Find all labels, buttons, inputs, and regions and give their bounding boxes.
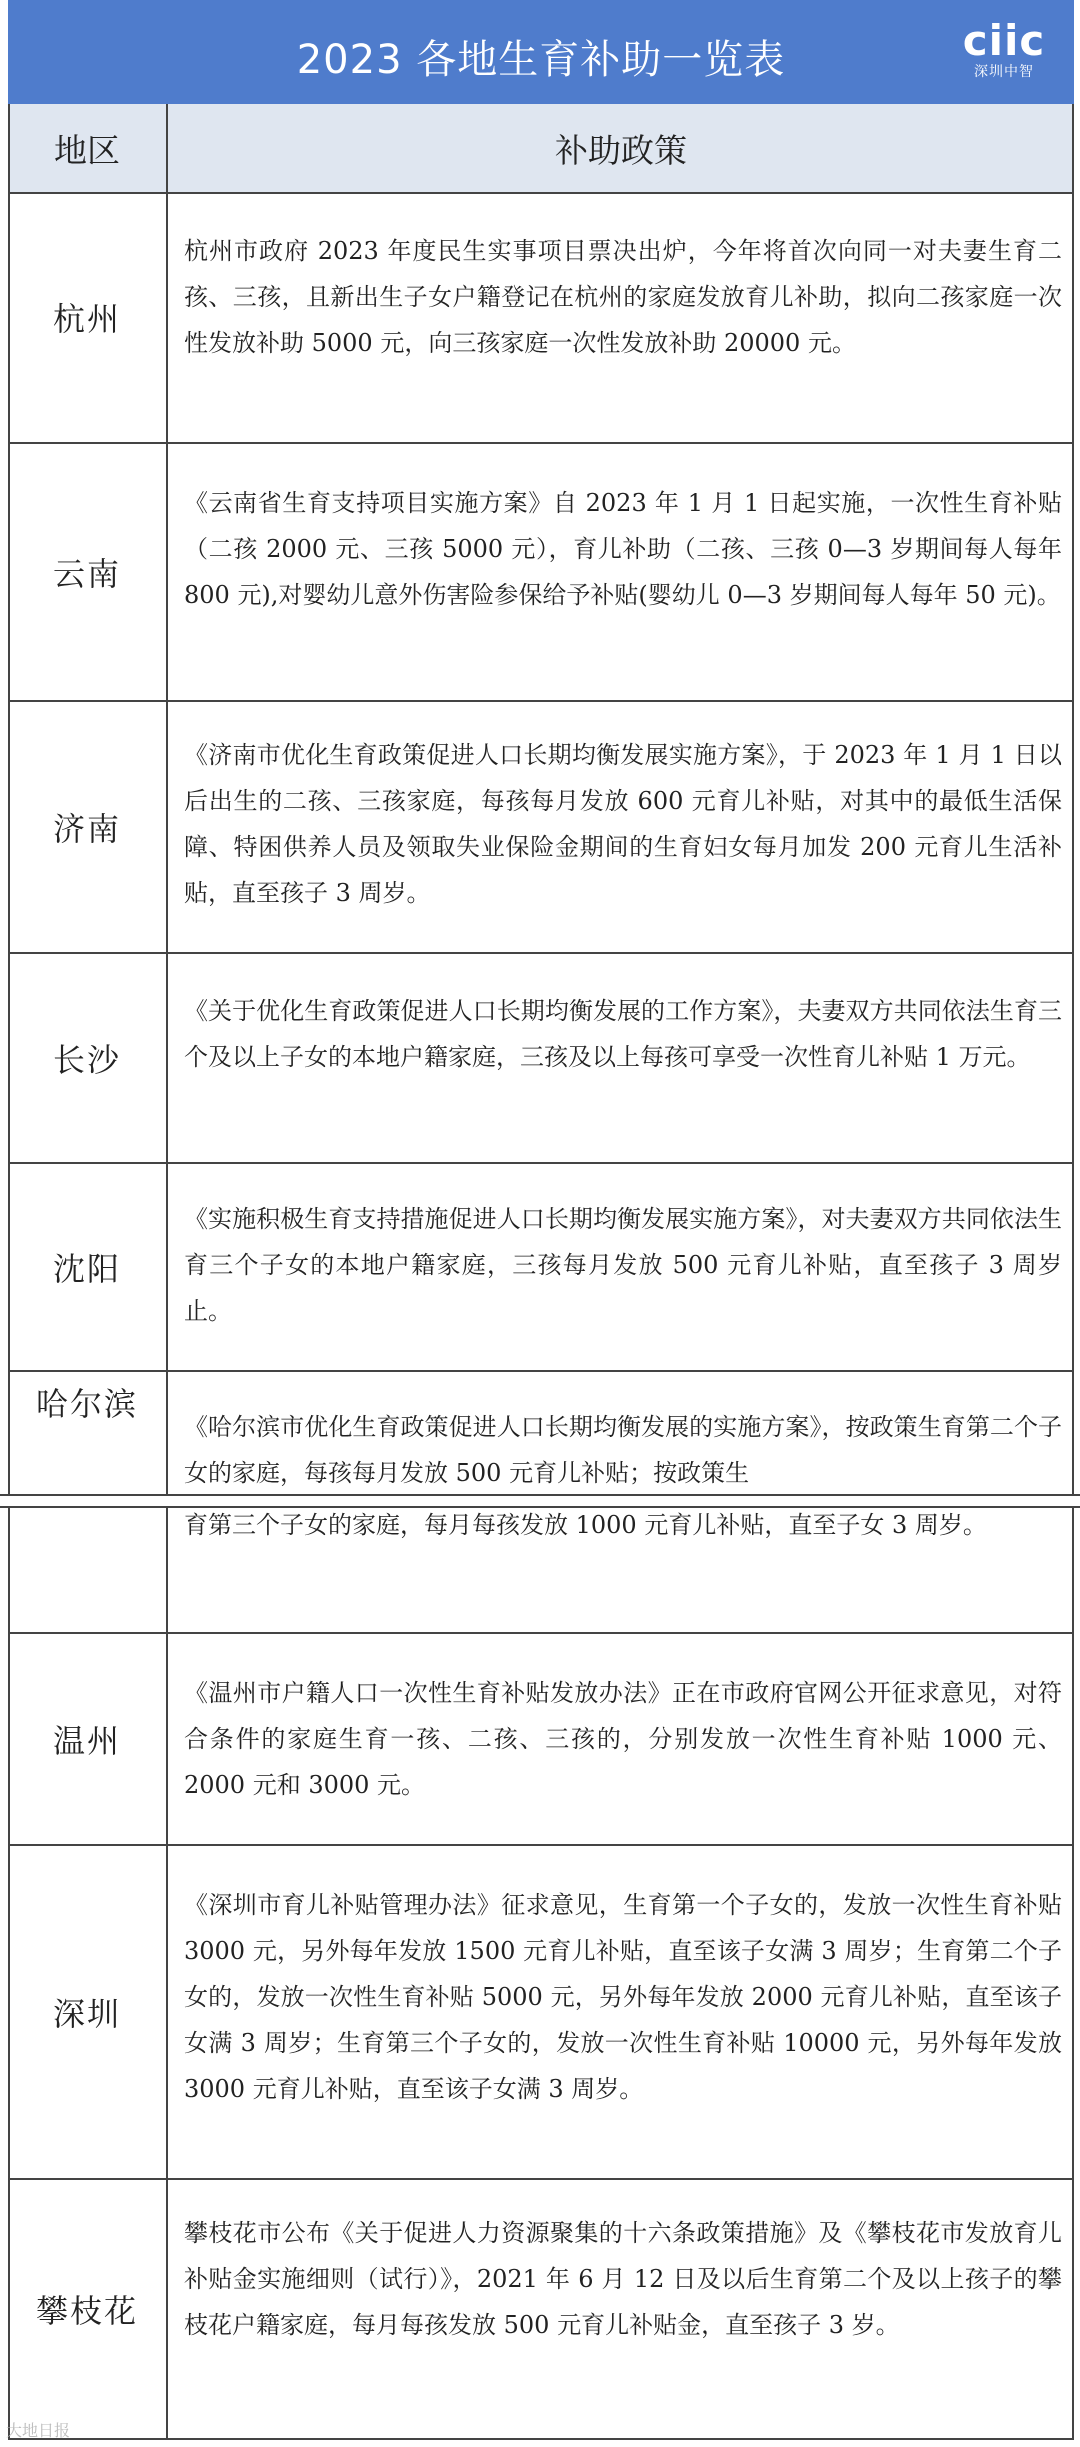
policy-cell: 《关于优化生育政策促进人口长期均衡发展的工作方案》，夫妻双方共同依法生育三个及以上子女的本地户籍家庭，三孩及以上每孩可享受一次性育儿补贴 1 万元。 bbox=[184, 997, 1062, 1071]
region-cell: 杭州 bbox=[52, 300, 121, 338]
policy-cell: 《深圳市育儿补贴管理办法》征求意见，生育第一个子女的，发放一次性生育补贴 3000 元，另外每年发放 1500 元育儿补贴，直至该子女满 3 周岁；生育第二个子女的，发放一次性生育补贴 5000 元，另外每年发放 2000 元育儿补贴，直至该子女满 3 周岁；生育第三个子女的，发放一次性生育补贴 10000 元，另外每年发放 3000 元育儿补贴，直至该子女满 3 周岁。 bbox=[184, 1891, 1062, 2103]
title-banner bbox=[8, 0, 1074, 106]
table-row bbox=[8, 192, 1074, 444]
region-cell: 哈尔滨 bbox=[35, 1385, 138, 1423]
policy-cell: 育第三个子女的家庭，每月每孩发放 1000 元育儿补贴，直至子女 3 周岁。 bbox=[184, 1511, 987, 1539]
table-row bbox=[8, 702, 1074, 954]
policy-cell: 《云南省生育支持项目实施方案》自 2023 年 1 月 1 日起实施，一次性生育补贴（二孩 2000 元、三孩 5000 元），育儿补助（二孩、三孩 0—3 岁期间每人每年 800 元),对婴幼儿意外伤害险参保给予补贴(婴幼儿 0—3 岁期间每人每年 50 元)。 bbox=[184, 489, 1062, 609]
region-cell: 攀枝花 bbox=[35, 2292, 138, 2330]
region-cell: 济南 bbox=[52, 810, 121, 848]
header-policy: 补助政策 bbox=[555, 130, 687, 170]
logo-subtitle: 深圳中智 bbox=[974, 64, 1034, 80]
region-cell: 深圳 bbox=[52, 1995, 121, 2033]
policy-cell: 《哈尔滨市优化生育政策促进人口长期均衡发展的实施方案》，按政策生育第二个子女的家庭，每孩每月发放 500 元育儿补贴；按政策生 bbox=[184, 1413, 1062, 1487]
region-cell bbox=[8, 1506, 166, 1632]
region-cell: 长沙 bbox=[52, 1041, 121, 1079]
table-row bbox=[8, 1634, 1074, 1846]
region-cell: 温州 bbox=[52, 1722, 121, 1760]
policy-cell: 杭州市政府 2023 年度民生实事项目票决出炉，今年将首次向同一对夫妻生育二孩、三孩，且新出生子女户籍登记在杭州的家庭发放育儿补助，拟向二孩家庭一次性发放补助 5000 元，向三孩家庭一次性发放补助 20000 元。 bbox=[184, 237, 1062, 357]
table-row bbox=[8, 954, 1074, 1164]
region-cell: 沈阳 bbox=[52, 1250, 121, 1288]
table-row bbox=[8, 1846, 1074, 2180]
header-region: 地区 bbox=[54, 130, 120, 170]
source-watermark: 大地日报 bbox=[6, 2421, 71, 2440]
table-row bbox=[8, 444, 1074, 702]
subsidy-table-page bbox=[8, 0, 1074, 2440]
table-row bbox=[8, 2180, 1074, 2440]
policy-cell: 攀枝花市公布《关于促进人力资源聚集的十六条政策措施》及《攀枝花市发放育儿补贴金实施细则（试行）》，2021 年 6 月 12 日及以后生育第二个及以上孩子的攀枝花户籍家庭，每月每孩发放 500 元育儿补贴金，直至孩子 3 岁。 bbox=[184, 2219, 1062, 2339]
ciic-logo bbox=[954, 18, 1054, 80]
table-row bbox=[8, 1372, 1074, 1500]
policy-cell: 《温州市户籍人口一次性生育补贴发放办法》正在市政府官网公开征求意见，对符合条件的家庭生育一孩、二孩、三孩的，分别发放一次性生育补贴 1000 元、2000 元和 3000 元。 bbox=[184, 1679, 1062, 1799]
page-title: 2023 各地生育补助一览表 bbox=[296, 37, 786, 83]
region-cell: 云南 bbox=[52, 555, 121, 593]
policy-cell: 《济南市优化生育政策促进人口长期均衡发展实施方案》，于 2023 年 1 月 1 日以后出生的二孩、三孩家庭，每孩每月发放 600 元育儿补贴，对其中的最低生活保障、特困供养人员及领取失业保险金期间的生育妇女每月加发 200 元育儿生活补贴，直至孩子 3 周岁。 bbox=[184, 741, 1062, 907]
logo-wordmark: ciic bbox=[962, 16, 1046, 65]
table-row bbox=[8, 1506, 1074, 1634]
table-row bbox=[8, 1164, 1074, 1372]
policy-cell: 《实施积极生育支持措施促进人口长期均衡发展实施方案》，对夫妻双方共同依法生育三个子女的本地户籍家庭，三孩每月发放 500 元育儿补贴，直至孩子 3 周岁止。 bbox=[184, 1205, 1062, 1325]
